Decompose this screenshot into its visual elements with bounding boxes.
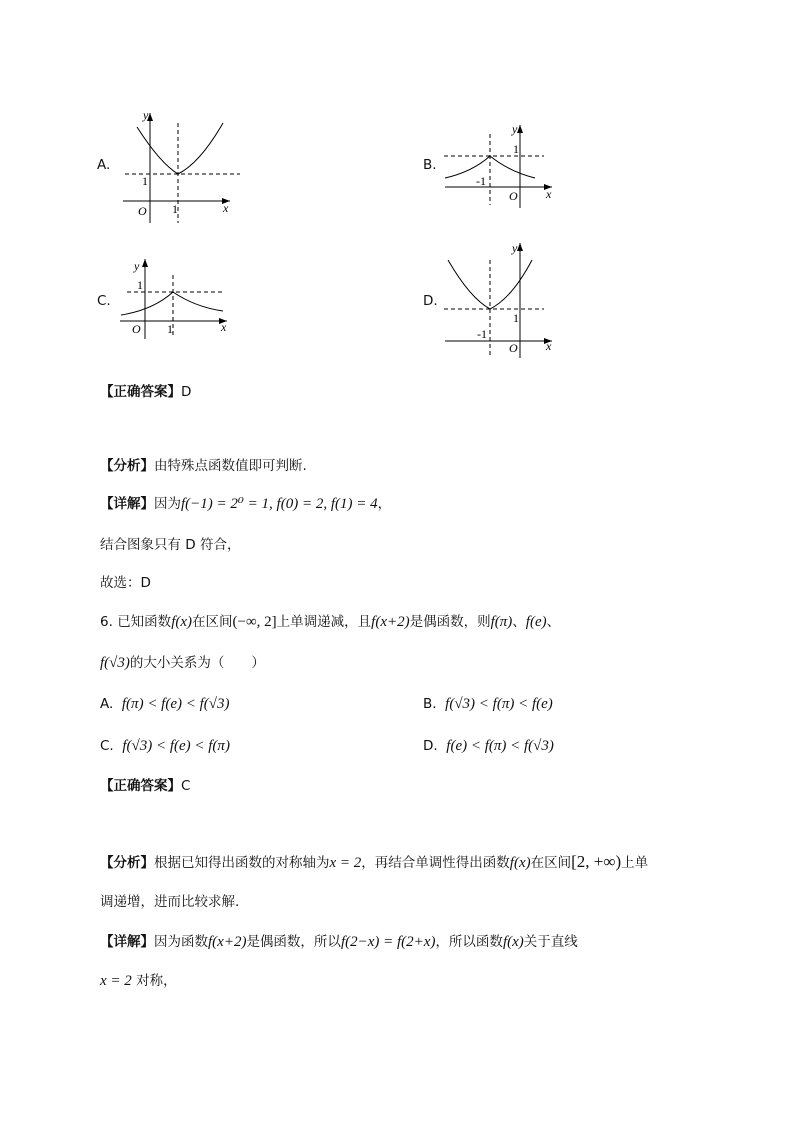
svg-text:-1: -1	[477, 327, 487, 341]
svg-text:y: y	[512, 122, 518, 136]
y-arrow-icon	[142, 259, 148, 267]
origin-label: O	[138, 204, 147, 218]
analysis-tag: 【分析】	[100, 458, 154, 474]
analysis-text: 由特殊点函数值即可判断.	[154, 458, 307, 474]
q6-option-c: C. f(√3) < f(e) < f(π)	[100, 738, 230, 754]
svg-text:y: y	[512, 241, 518, 255]
option-a-letter: A.	[97, 157, 111, 173]
detail-math: f(−1) = 2⁰ = 1, f(0) = 2, f(1) = 4	[181, 496, 378, 512]
q5-detail-line2: 结合图象只有 D 符合，	[100, 537, 241, 553]
detail-tag: 【详解】	[100, 496, 154, 512]
answer-tag: 【正确答案】	[100, 384, 181, 400]
y-tick-label: 1	[142, 174, 148, 188]
q5-detail-line: 【详解】因为f(−1) = 2⁰ = 1, f(0) = 2, f(1) = 4，	[100, 496, 392, 512]
svg-text:-1: -1	[476, 174, 486, 188]
q6-option-b: B. f(√3) < f(π) < f(e)	[423, 696, 553, 712]
q6-detail-line1: 【详解】因为函数f(x+2)是偶函数，所以f(2−x) = f(2+x)，所以函数f(x)关于直线	[100, 934, 578, 950]
q6-option-d: D. f(e) < f(π) < f(√3)	[423, 738, 554, 754]
y-axis-label: y	[143, 108, 149, 122]
q5-conclusion: 故选：D	[100, 575, 151, 591]
svg-text:O: O	[132, 322, 141, 336]
svg-text:x: x	[546, 187, 552, 201]
answer-value: D	[181, 384, 192, 400]
q6-option-a: A. f(π) < f(e) < f(√3)	[100, 696, 230, 712]
svg-text:O: O	[509, 341, 518, 355]
svg-text:1: 1	[513, 142, 519, 156]
q6-analysis-line1: 【分析】根据已知得出函数的对称轴为x = 2，再结合单调性得出函数f(x)在区间[2, +∞)上单	[100, 852, 649, 871]
x-tick-label: 1	[172, 202, 178, 216]
graph-a	[115, 105, 240, 225]
q6-answer-line: 【正确答案】C	[100, 778, 191, 794]
svg-text:x: x	[221, 320, 227, 334]
svg-text:1: 1	[167, 322, 173, 336]
q5-answer-line	[100, 383, 191, 401]
q6-analysis-line2: 调递增，进而比较求解.	[100, 894, 240, 910]
q6-detail-line2: x = 2 对称，	[100, 973, 177, 989]
answer-value: C	[181, 778, 191, 794]
q6-stem-line1: 6. 已知函数f(x)在区间(−∞, 2]上单调递减，且f(x+2)是偶函数，则f(π)、f(e)、	[100, 614, 561, 630]
q5-analysis-line	[100, 457, 307, 475]
x-axis-label: x	[223, 201, 229, 215]
graph-b	[440, 120, 560, 210]
svg-text:1: 1	[513, 311, 519, 325]
graph-d	[440, 240, 560, 360]
y-arrow-icon	[517, 125, 523, 133]
y-arrow-icon	[517, 243, 523, 251]
svg-text:x: x	[546, 339, 552, 353]
question-number: 6.	[100, 614, 113, 630]
option-c-letter: C.	[97, 293, 111, 309]
svg-text:O: O	[509, 189, 518, 203]
option-d-letter: D.	[423, 293, 438, 309]
q6-stem-line2: f(√3)的大小关系为（ ）	[100, 655, 265, 671]
graph-c	[115, 255, 235, 340]
option-b-letter: B.	[423, 157, 437, 173]
svg-text:1: 1	[137, 278, 143, 292]
svg-text:y: y	[134, 259, 140, 273]
